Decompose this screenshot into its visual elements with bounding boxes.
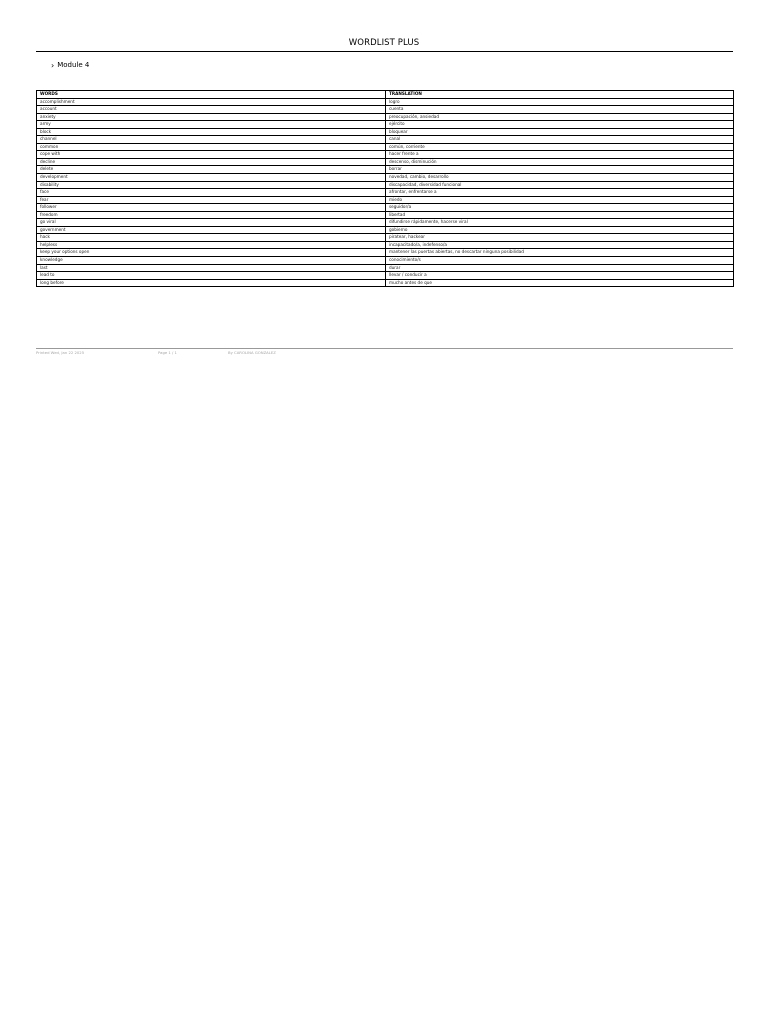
translation-cell: canal (386, 136, 734, 144)
table-row (37, 143, 734, 151)
translation-cell: miedo (386, 196, 734, 204)
translation-cell: llevar / conducir a (386, 272, 734, 280)
word-cell: long before (37, 279, 386, 287)
word-cell: delete (37, 166, 386, 174)
word-cell: development (37, 174, 386, 182)
wordlist-table (36, 90, 734, 287)
translation-cell: difundirse rápidamente, hacerse viral (386, 219, 734, 227)
chevron-right-icon: › (51, 61, 55, 70)
word-cell: follower (37, 204, 386, 212)
word-cell: account (37, 106, 386, 114)
word-cell: face (37, 189, 386, 197)
table-row (37, 219, 734, 227)
page-title: WORDLIST PLUS (348, 38, 420, 48)
table-row (37, 151, 734, 159)
table-row (37, 249, 734, 257)
section-header[interactable] (51, 61, 89, 69)
translation-cell: logro (386, 98, 734, 106)
column-header-translation: TRANSLATION (386, 91, 734, 99)
table-row (37, 98, 734, 106)
footer-page-number: Page 1 / 1 (158, 350, 177, 355)
word-cell: keep your options open (37, 249, 386, 257)
translation-cell: preocupación, ansiedad (386, 113, 734, 121)
translation-cell: hacer frente a (386, 151, 734, 159)
translation-cell: durar (386, 264, 734, 272)
translation-cell: mucho antes de que (386, 279, 734, 287)
column-header-words: WORDS (37, 91, 386, 99)
word-cell: accomplishment (37, 98, 386, 106)
table-row (37, 241, 734, 249)
translation-cell: cuenta (386, 106, 734, 114)
word-cell: freedom (37, 211, 386, 219)
word-cell: cope with (37, 151, 386, 159)
word-cell: common (37, 143, 386, 151)
footer-printed-date: Printed Wed, Jan 22 2025 (36, 350, 85, 355)
footer-divider (36, 348, 733, 349)
word-cell: channel (37, 136, 386, 144)
table-row (37, 264, 734, 272)
title-divider (36, 51, 733, 52)
word-cell: disability (37, 181, 386, 189)
translation-cell: novedad, cambio, desarrollo (386, 174, 734, 182)
word-cell: block (37, 128, 386, 136)
table-row (37, 234, 734, 242)
word-cell: decline (37, 158, 386, 166)
table-row (37, 158, 734, 166)
table-row (37, 174, 734, 182)
table-row (37, 272, 734, 280)
translation-cell: gobierno (386, 226, 734, 234)
translation-cell: discapacidad, diversidad funcional (386, 181, 734, 189)
footer-author: By CAROLINA GONZALEZ (228, 350, 276, 355)
word-cell: go viral (37, 219, 386, 227)
translation-cell: piratear, hackear (386, 234, 734, 242)
translation-cell: ejército (386, 121, 734, 129)
table-row (37, 257, 734, 265)
table-row (37, 136, 734, 144)
translation-cell: común, corriente (386, 143, 734, 151)
table-row (37, 128, 734, 136)
word-cell: lead to (37, 272, 386, 280)
translation-cell: borrar (386, 166, 734, 174)
table-row (37, 279, 734, 287)
translation-cell: mantener las puertas abiertas, no descartar ninguna posibilidad (386, 249, 734, 257)
translation-cell: bloquear (386, 128, 734, 136)
table-row (37, 121, 734, 129)
table-row (37, 226, 734, 234)
word-cell: fear (37, 196, 386, 204)
word-cell: army (37, 121, 386, 129)
table-row (37, 211, 734, 219)
translation-cell: seguidor/a (386, 204, 734, 212)
table-row (37, 106, 734, 114)
table-header-row (37, 91, 734, 99)
word-cell: government (37, 226, 386, 234)
table-row (37, 196, 734, 204)
table-row (37, 204, 734, 212)
word-cell: knowledge (37, 257, 386, 265)
table-row (37, 189, 734, 197)
translation-cell: incapacitado/a, indefenso/a (386, 241, 734, 249)
word-cell: helpless (37, 241, 386, 249)
word-cell: anxiety (37, 113, 386, 121)
translation-cell: libertad (386, 211, 734, 219)
translation-cell: afrontar, enfrentarse a (386, 189, 734, 197)
translation-cell: descenso, disminución (386, 158, 734, 166)
section-title: Module 4 (57, 61, 90, 69)
translation-cell: conocimiento/s (386, 257, 734, 265)
word-cell: last (37, 264, 386, 272)
table-row (37, 181, 734, 189)
table-row (37, 113, 734, 121)
word-cell: hack (37, 234, 386, 242)
table-row (37, 166, 734, 174)
